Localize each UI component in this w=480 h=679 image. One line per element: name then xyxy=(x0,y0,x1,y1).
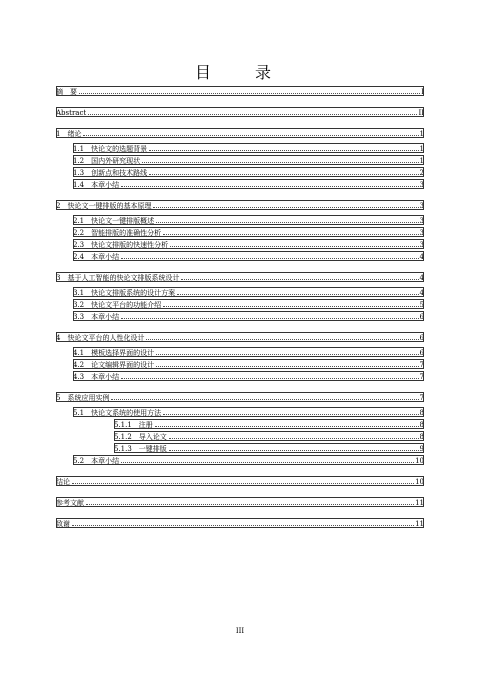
toc-page: 4 xyxy=(419,289,424,297)
dot-leader xyxy=(169,449,419,451)
toc-entry-references[interactable] xyxy=(56,497,424,507)
table-of-contents xyxy=(56,86,424,528)
dot-leader xyxy=(83,134,418,136)
toc-entry-3-3[interactable] xyxy=(73,311,424,321)
dot-leader xyxy=(155,425,419,427)
toc-label: 1.3 创新点和技术路线 xyxy=(73,169,148,177)
toc-label: 参考文献 xyxy=(56,499,84,507)
toc-entry-1-2[interactable] xyxy=(73,155,424,165)
toc-label: 2.4 本章小结 xyxy=(73,253,120,261)
toc-entry-conclusion[interactable] xyxy=(56,476,424,486)
toc-entry-5-1-2[interactable] xyxy=(114,431,424,441)
toc-entry-5-1-3[interactable] xyxy=(114,443,424,453)
dot-leader xyxy=(146,338,418,340)
toc-page: II xyxy=(418,109,424,117)
toc-page: 8 xyxy=(419,421,424,429)
toc-page: 10 xyxy=(415,478,424,486)
toc-page: 2 xyxy=(419,169,424,177)
dot-leader xyxy=(149,149,418,151)
toc-entry-3-1[interactable] xyxy=(73,287,424,297)
toc-label: 5.1.2 导入论文 xyxy=(114,433,167,441)
toc-label: 4.1 模板选择界面的设计 xyxy=(73,349,155,357)
toc-label: 4.3 本章小结 xyxy=(73,373,120,381)
dot-leader xyxy=(156,221,418,223)
dot-leader xyxy=(121,257,418,259)
toc-page: 3 xyxy=(419,202,424,210)
toc-page: 3 xyxy=(419,217,424,225)
toc-page: 5 xyxy=(419,301,424,309)
dot-leader xyxy=(181,278,418,280)
toc-entry-2-4[interactable] xyxy=(73,251,424,261)
toc-label: 致谢 xyxy=(56,520,70,528)
toc-label: 3.2 快论文平台的功能介绍 xyxy=(73,301,162,309)
toc-label: 2.3 快论文排版的快速性分析 xyxy=(73,241,169,249)
toc-page: 8 xyxy=(419,433,424,441)
toc-label: 4.2 论文编辑界面的设计 xyxy=(73,361,155,369)
toc-entry-2-3[interactable] xyxy=(73,239,424,249)
dot-leader xyxy=(149,173,418,175)
toc-page: 4 xyxy=(419,253,424,261)
toc-entry-5-1[interactable] xyxy=(73,407,424,417)
dot-leader xyxy=(170,245,418,247)
dot-leader xyxy=(156,353,418,355)
dot-leader xyxy=(163,413,418,415)
dot-leader xyxy=(121,377,418,379)
dot-leader xyxy=(156,365,418,367)
toc-label: 5.1 快论文系统的使用方法 xyxy=(73,409,162,417)
toc-entry-1-4[interactable] xyxy=(73,179,424,189)
toc-label: Abstract xyxy=(56,109,87,117)
toc-entry-acknowledgements[interactable] xyxy=(56,518,424,528)
toc-entry-4-3[interactable] xyxy=(73,371,424,381)
toc-title: 目 录 xyxy=(194,63,285,82)
dot-leader xyxy=(72,482,414,484)
toc-label: 5.1.1 注册 xyxy=(114,421,153,429)
dot-leader xyxy=(177,293,418,295)
toc-entry-1-3[interactable] xyxy=(73,167,424,177)
toc-page: 7 xyxy=(419,373,424,381)
dot-leader xyxy=(121,185,418,187)
toc-label: 2 快论文一键排版的基本原理 xyxy=(56,202,152,210)
dot-leader xyxy=(86,503,414,505)
toc-entry-chapter-3[interactable] xyxy=(56,272,424,282)
toc-label: 3 基于人工智能的快论文排版系统设计 xyxy=(56,274,180,282)
toc-entry-chapter-2[interactable] xyxy=(56,200,424,210)
dot-leader xyxy=(111,398,418,400)
toc-page: 7 xyxy=(419,394,424,402)
dot-leader xyxy=(169,437,419,439)
toc-page: 4 xyxy=(419,274,424,282)
toc-entry-2-2[interactable] xyxy=(73,227,424,237)
toc-label: 摘 要 xyxy=(56,88,77,96)
toc-label: 1.1 快论文的选题背景 xyxy=(73,145,148,153)
toc-page: 6 xyxy=(419,334,424,342)
dot-leader xyxy=(142,161,418,163)
toc-label: 5 系统应用实例 xyxy=(56,394,110,402)
toc-entry-abstract-en[interactable] xyxy=(56,107,424,117)
toc-page: I xyxy=(421,88,424,96)
dot-leader xyxy=(153,206,418,208)
toc-label: 4 快论文平台的人性化设计 xyxy=(56,334,145,342)
toc-entry-3-2[interactable] xyxy=(73,299,424,309)
toc-page: 11 xyxy=(415,499,424,507)
toc-entry-chapter-5[interactable] xyxy=(56,392,424,402)
toc-page: 11 xyxy=(415,520,424,528)
dot-leader xyxy=(79,92,420,94)
toc-label: 3.1 快论文排版系统的设计方案 xyxy=(73,289,176,297)
toc-entry-1-1[interactable] xyxy=(73,143,424,153)
dot-leader xyxy=(121,461,414,463)
toc-page: 6 xyxy=(419,349,424,357)
dot-leader xyxy=(163,305,418,307)
dot-leader xyxy=(163,233,418,235)
toc-label: 1 绪论 xyxy=(56,130,82,138)
toc-entry-abstract-cn[interactable] xyxy=(56,86,424,96)
toc-label: 1.2 国内外研究现状 xyxy=(73,157,141,165)
dot-leader xyxy=(72,524,414,526)
toc-page: 1 xyxy=(419,157,424,165)
toc-label: 结论 xyxy=(56,478,70,486)
toc-label: 2.2 智能排版的准确性分析 xyxy=(73,229,162,237)
toc-label: 2.1 快论文一键排版概述 xyxy=(73,217,155,225)
toc-label: 1.4 本章小结 xyxy=(73,181,120,189)
toc-label: 3.3 本章小结 xyxy=(73,313,120,321)
toc-entry-5-1-1[interactable] xyxy=(114,419,424,429)
toc-label: 5.2 本章小结 xyxy=(73,457,120,465)
toc-page: 1 xyxy=(419,130,424,138)
toc-page: 8 xyxy=(419,409,424,417)
toc-page: 3 xyxy=(419,241,424,249)
toc-entry-4-1[interactable] xyxy=(73,347,424,357)
toc-page: 9 xyxy=(419,445,424,453)
page-number: III xyxy=(235,627,245,635)
toc-entry-chapter-4[interactable] xyxy=(56,332,424,342)
toc-entry-2-1[interactable] xyxy=(73,215,424,225)
toc-entry-chapter-1[interactable] xyxy=(56,128,424,138)
toc-entry-4-2[interactable] xyxy=(73,359,424,369)
toc-label: 5.1.3 一键排版 xyxy=(114,445,167,453)
dot-leader xyxy=(88,113,417,115)
dot-leader xyxy=(121,317,418,319)
toc-page: 6 xyxy=(419,313,424,321)
toc-page: 3 xyxy=(419,229,424,237)
toc-entry-5-2[interactable] xyxy=(73,455,424,465)
toc-page: 7 xyxy=(419,361,424,369)
toc-page: 10 xyxy=(415,457,424,465)
toc-page: 3 xyxy=(419,181,424,189)
toc-page: 1 xyxy=(419,145,424,153)
